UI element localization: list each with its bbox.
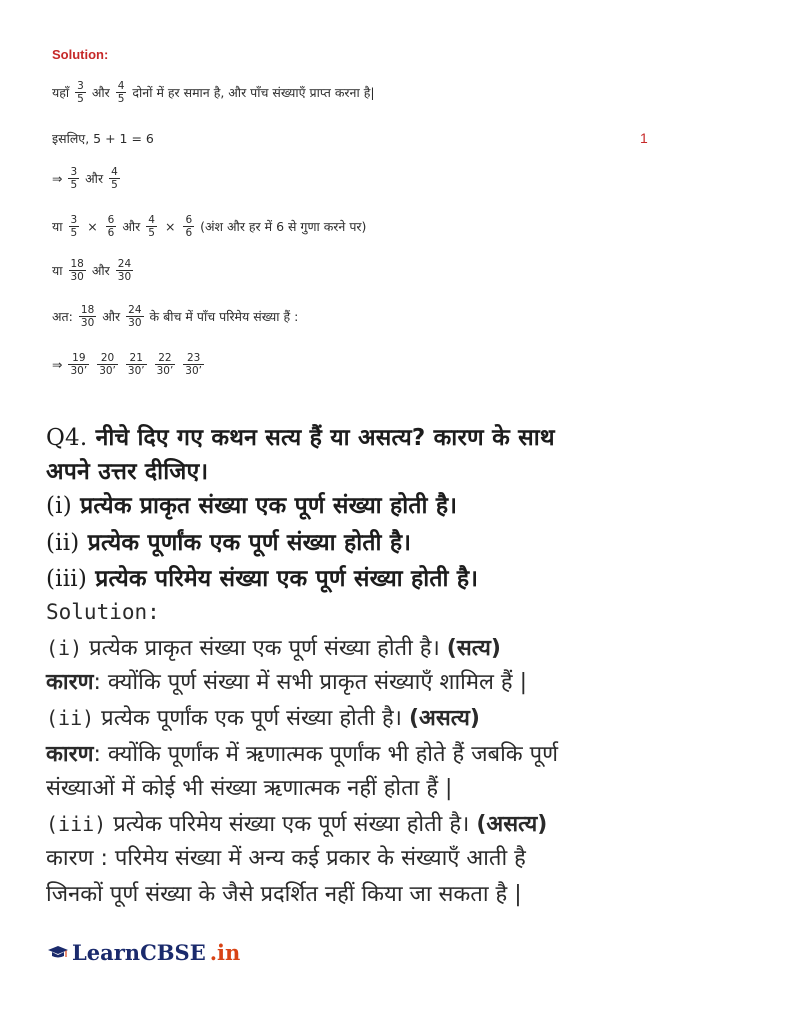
question-item-3: (iii) प्रत्येक परिमेय संख्या एक पूर्ण संख्या होती है।: [46, 566, 479, 592]
question-text: नीचे दिए गए कथन सत्य हैं या असत्य? कारण के साथ: [95, 425, 555, 451]
fraction: $\frac{4}{5}$: [148, 214, 155, 239]
fraction: $\frac{6}{6}$: [185, 214, 193, 239]
verdict-false: (असत्य): [408, 706, 480, 731]
fraction: $\frac{21}{30’}$: [127, 352, 145, 377]
question-line-2: अपने उत्तर दीजिए।: [46, 459, 209, 485]
solution-line-5: या $\frac{18}{30}$ और $\frac{24}{30}$: [52, 258, 132, 283]
solution-heading-small: Solution:: [52, 47, 109, 62]
fraction: $\frac{3}{5}$: [70, 214, 78, 239]
solution-line-1: [52, 80, 375, 105]
fraction: $\frac{23}{30’}$: [185, 352, 202, 377]
fraction: $\frac{24}{30}$: [128, 304, 142, 329]
solution-line-6: अत: $\frac{18}{30}$ और $\frac{24}{30}$ के बीच में पाँच परिमेय संख्या हैं :: [52, 304, 299, 329]
logo-text: LearnCBSE: [72, 940, 206, 965]
verdict-true: (सत्य): [446, 636, 501, 661]
verdict-false: (असत्य): [476, 812, 548, 837]
logo-suffix: .in: [209, 940, 241, 965]
solution-line-3: ⇒ $\frac{3}{5}$ और $\frac{4}{5}$: [52, 166, 118, 191]
learncbse-logo[interactable]: [48, 940, 240, 965]
fraction: $\frac{6}{6}$: [107, 214, 115, 239]
fraction: $\frac{24}{30}$: [117, 258, 132, 283]
question-number: Q4.: [46, 425, 88, 451]
fraction: $\frac{22}{30’}$: [156, 352, 174, 377]
solution-line-4: या $\frac{3}{5}$ × $\frac{6}{6}$ और $\frac{4}{5}$ × $\frac{6}{6}$ (अंश और हर में 6 से गुणा करने पर): [52, 214, 367, 239]
reason-3-cont: जिनकों पूर्ण संख्या के जैसे प्रदर्शित नहीं किया जा सकता है |: [46, 882, 522, 907]
solution-line-2: इसलिए, 5 + 1 = 6: [52, 131, 154, 146]
reason-label: कारण: [46, 670, 94, 695]
reason-3: कारण : परिमेय संख्या में अन्य कई प्रकार के संख्याएँ आती है: [46, 846, 526, 871]
and-word: और: [91, 85, 110, 100]
fraction: $\frac{3}{5}$: [70, 166, 78, 191]
reason-label: कारण: [46, 742, 94, 767]
fraction: $\frac{4}{5}$: [111, 166, 118, 191]
red-mark: 1: [640, 130, 648, 146]
fraction: $\frac{20}{30’}$: [99, 352, 116, 377]
answer-1: (i) प्रत्येक प्राकृत संख्या एक पूर्ण संख्या होती है। (सत्य): [46, 636, 501, 661]
question-item-1: (i) प्रत्येक प्राकृत संख्या एक पूर्ण संख्या होती है।: [46, 493, 458, 519]
fraction: $\frac{18}{30}$: [80, 304, 95, 329]
answer-3: (iii) प्रत्येक परिमेय संख्या एक पूर्ण संख्या होती है। (असत्य): [46, 812, 548, 837]
question-line-1: [46, 420, 555, 452]
answer-2: (ii) प्रत्येक पूर्णांक एक पूर्ण संख्या होती है। (असत्य): [46, 706, 480, 731]
reason-2: कारण: क्योंकि पूर्णांक में ऋणात्मक पूर्णांक भी होते हैं जबकि पूर्ण: [46, 742, 559, 767]
reason-2-cont: संख्याओं में कोई भी संख्या ऋणात्मक नहीं होता हैं |: [46, 776, 453, 801]
reason-1: कारण: क्योंकि पूर्ण संख्या में सभी प्राकृत संख्याएँ शामिल हैं |: [46, 670, 528, 695]
line1-suffix: दोनों में हर समान है, और पाँच संख्याएँ प्राप्त करना है|: [132, 85, 375, 100]
fraction: $\frac{4}{5}$: [117, 80, 125, 105]
question-item-2: (ii) प्रत्येक पूर्णांक एक पूर्ण संख्या होती है।: [46, 530, 412, 556]
graduation-cap-icon: [48, 945, 68, 961]
line1-prefix: यहाँ: [52, 85, 70, 100]
fraction: $\frac{3}{5}$: [77, 80, 84, 105]
solution-heading: Solution:: [46, 600, 160, 624]
fraction: $\frac{19}{30’}$: [70, 352, 88, 377]
solution-line-7: ⇒ $\frac{19}{30’}$ $\frac{20}{30’}$ $\frac{21}{30’}$ $\frac{22}{30’}$ $\frac{23}{30’}$: [52, 352, 202, 377]
fraction: $\frac{18}{30}$: [70, 258, 84, 283]
